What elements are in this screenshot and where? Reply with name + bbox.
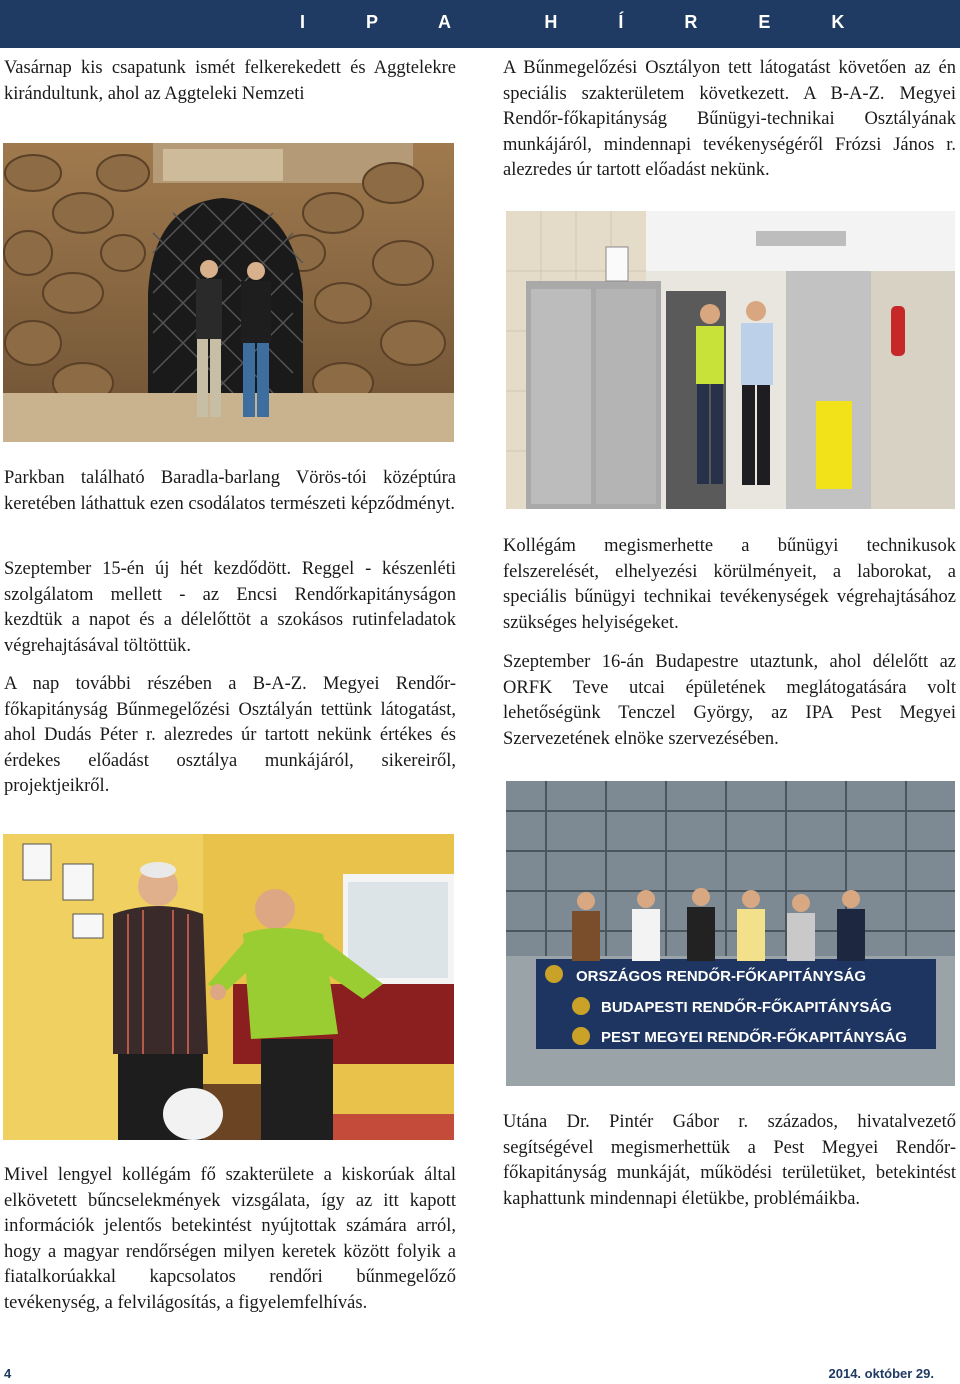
sign-line-2: BUDAPESTI RENDŐR-FŐKAPITÁNYSÁG (601, 999, 892, 1016)
left-paragraph-5: Mivel lengyel kollégám fő szakterülete a kiskorúak által elkövetett bűncselekmények vizsgálata, így az itt kapott információk jelentős betekintést nyújtottak számára arról, hogy a magyar rendőrségen milyen keretek között folyik a fiatalkorúakkal kapcsolatos rendőri bűnmegelőző tevékenység, a felvilágosítás, a figyelemfelhívás. (4, 1165, 456, 1313)
left-paragraph-3: Szeptember 15-én új hét kezdődött. Reggel - készenléti szolgálatom mellett - az Encsi Rendőrkapitányságon kezdtük a napot és a délelőttöt a szokásos rutinfeladatok végrehajtásával töltöttük. (4, 559, 456, 656)
right-paragraph-1: A Bűnmegelőzési Osztályon tett látogatást követően az én speciális szakterületem következett. A B-A-Z. Megyei Rendőr-főkapitányság Bűnügyi-technikai Osztályának munkájáról, mindennapi tevékenységéről Frózsi János r. alezredes úr tartott előadást nekünk. (503, 58, 956, 180)
right-paragraph-4: Utána Dr. Pintér Gábor r. százados, hivatalvezető segítségével megismerhettük a Pest Megyei Rendőr-főkapitányság munkáját, működési területüket, betekintést kaphattunk mindennapi életükbe, problémáikba. (503, 1112, 956, 1209)
left-paragraph-2: Parkban található Baradla-barlang Vörös-tói középtúra keretében láthattuk ezen csodálatos természeti képződményt. (4, 468, 456, 514)
publication-title: I P A H Í R E K (300, 12, 873, 32)
handshake-office-photo (3, 834, 454, 1140)
page-number: 4 (4, 1366, 12, 1381)
issue-date: 2014. október 29. (828, 1366, 934, 1381)
sign-line-3: PEST MEGYEI RENDŐR-FŐKAPITÁNYSÁG (601, 1029, 907, 1046)
police-headquarters-photo (506, 781, 955, 1086)
left-paragraph-1: Vasárnap kis csapatunk ismét felkerekedett és Aggtelekre kirándultunk, ahol az Aggteleki Nemzeti (4, 58, 456, 104)
left-paragraph-4: A nap további részében a B-A-Z. Megyei Rendőr-főkapitányság Bűnmegelőzési Osztályán tettünk látogatást, ahol Dudás Péter r. alezredes úr tartott nekünk értékes és érdekes előadást osztálya munkájáról, sikereiről, projektjeikről. (4, 674, 456, 796)
sign-line-1: ORSZÁGOS RENDŐR-FŐKAPITÁNYSÁG (576, 968, 867, 985)
right-paragraph-2: Kollégám megismerhette a bűnügyi technikusok felszerelését, elhelyezési körülményeit, a laborokat, a speciális bűnügyi technikai tevékenységek végrehajtásához szükséges helyiségeket. (503, 536, 956, 633)
cave-entrance-photo (3, 143, 454, 442)
header-bar (0, 0, 960, 48)
right-paragraph-3: Szeptember 16-án Budapestre utaztunk, ahol délelőtt az ORFK Teve utcai épületének meglátogatására volt lehetőségünk Tenczel György, az IPA Pest Megyei Szervezetének elnöke szervezésében. (503, 652, 956, 749)
forensic-lab-photo (506, 211, 955, 509)
